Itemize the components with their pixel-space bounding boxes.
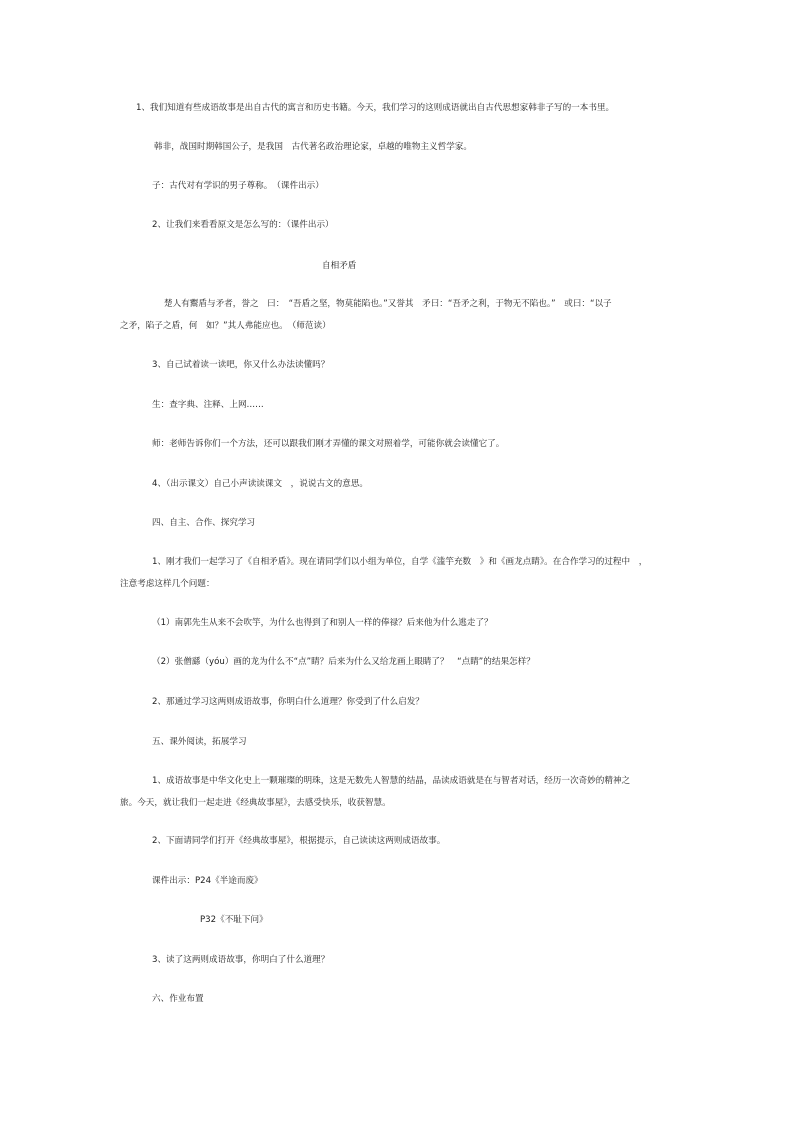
paragraph-group-study-line-2: 注意考虑这样几个问题：: [120, 579, 215, 589]
paragraph-zi-definition: 子：古代对有学识的男子尊称。 （课件出示）: [152, 181, 324, 191]
paragraph-what-learned: 3、读了这两则成语故事，你明白了什么道理？: [152, 955, 330, 965]
paragraph-extension-line-2: 旅。今天，就让我们一起走进《经典故事屋》，去感受快乐，收获智慧。: [120, 798, 391, 808]
courseware-item-1: 课件出示：P24《半途而废》: [152, 876, 263, 886]
paragraph-student-answer: 生：查字典、注释、上网……: [152, 400, 264, 410]
paragraph-reflection: 2、那通过学习这两则成语故事，你明白什么道理？你受到了什么启发？: [152, 697, 424, 707]
classical-text-line-2: 之矛，陷子之盾，何 如？”其人弗能应也。 （师范读）: [120, 321, 331, 331]
paragraph-extension-line-1: 1、成语故事是中华文化史上一颗璀璨的明珠，这是无数先人智慧的结晶，品读成语就是在与智者对话，经历一次奇妙的精神之: [152, 776, 631, 786]
paragraph-try-reading: 3、自己试着读一读吧，你又什么办法读懂吗？: [152, 360, 330, 370]
section-heading-5: 五、课外阅读，拓展学习: [152, 737, 247, 747]
paragraph-open-book: 2、下面请同学们打开《经典故事屋》，根据提示，自己读读这两则成语故事。: [152, 836, 446, 846]
question-1: （1）南郭先生从来不会吹竽，为什么也得到了和别人一样的俸禄？后来他为什么逃走了？: [152, 618, 493, 628]
paragraph-read-aloud: 4、（出示课文）自己小声读读课文 ，说说古文的意思。: [152, 479, 369, 489]
section-heading-4: 四、自主、合作、探究学习: [152, 518, 256, 528]
classical-text-line-1: 楚人有鬻盾与矛者，誉之 曰： “吾盾之坚，物莫能陷也。”又誉其 矛曰：“吾矛之利，于物无不陷也。” 或曰：“以子: [164, 299, 612, 309]
paragraph-teacher-tip: 师：老师告诉你们一个方法，还可以跟我们刚才弄懂的课文对照着学，可能你就会读懂它了。: [152, 439, 505, 449]
paragraph-original-text-prompt: 2、让我们来看看原文是怎么写的：（课件出示）: [152, 220, 334, 230]
paragraph-group-study-line-1: 1、刚才我们一起学习了《自相矛盾》。现在请同学们以小组为单位，自学《滥竽充数 》和《画龙点睛》。在合作学习的过程中 ，: [152, 557, 648, 567]
text-title: 自相矛盾: [322, 261, 357, 271]
question-2: （2）张僧繇（yóu）画的龙为什么不“点”睛？后来为什么又给龙画上眼睛了？ “点睛”的结果怎样？: [152, 657, 535, 667]
paragraph-hanfei: 韩非，战国时期韩国公子，是我国 古代著名政治理论家，卓越的唯物主义哲学家。: [154, 142, 472, 152]
section-heading-6: 六、作业布置: [152, 994, 204, 1004]
paragraph-intro: 1、我们知道有些成语故事是出自古代的寓言和历史书籍。今天，我们学习的这则成语就出自古代思想家韩非子写的一本书里。: [136, 103, 615, 113]
courseware-item-2: P32《不耻下问》: [200, 915, 268, 925]
